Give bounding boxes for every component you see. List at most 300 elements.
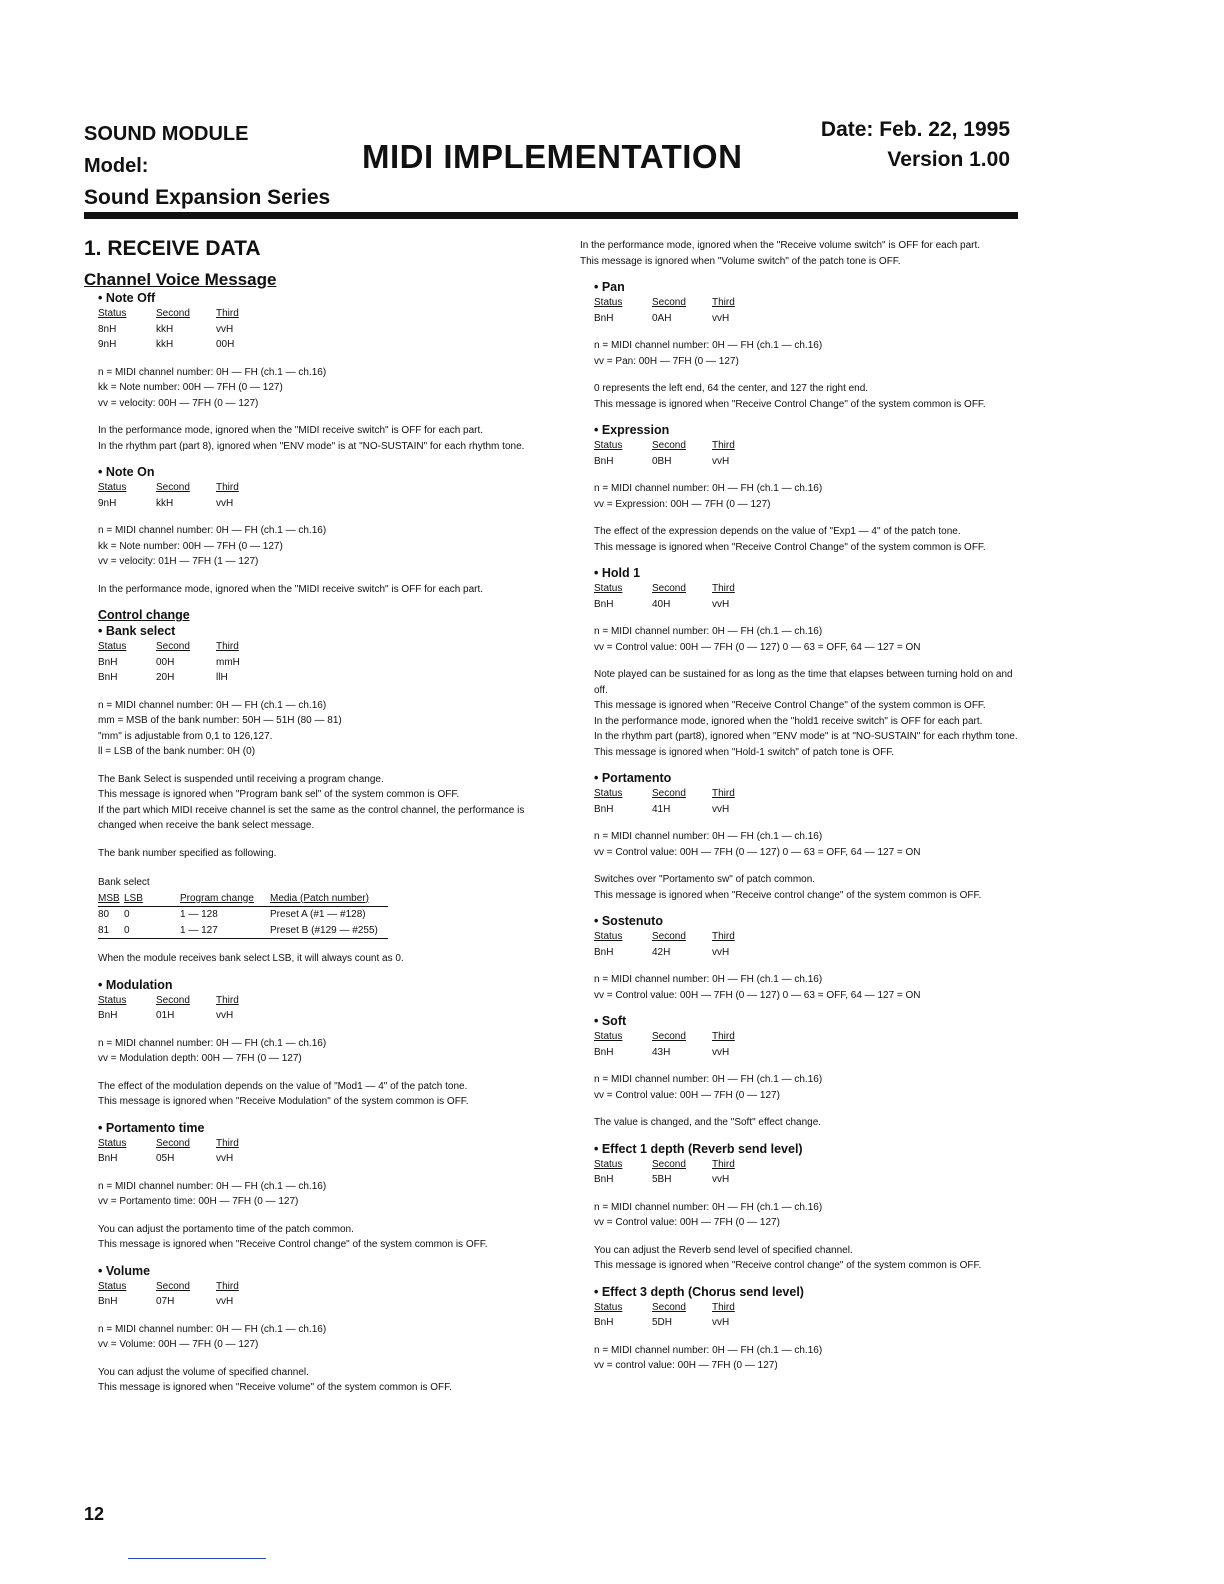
message-block	[580, 1284, 1020, 1374]
header-status: Status	[98, 1137, 127, 1149]
table-cell: vvH	[216, 1153, 234, 1164]
header-second: Second	[652, 1031, 686, 1042]
note-line: This message is ignored when "Hold-1 switch" of patch tone is OFF.	[594, 746, 895, 758]
definition-line: n = MIDI channel number: 0H — FH (ch.1 — ch.16)	[594, 831, 823, 842]
header-second: Second	[156, 1137, 190, 1149]
definition-line: vv = velocity: 00H — 7FH (0 — 127)	[98, 397, 259, 409]
table-cell: 8nH	[98, 323, 117, 335]
message-title: • Volume	[98, 1263, 151, 1278]
table-header-cell	[98, 1279, 156, 1295]
message-title: • Effect 1 depth (Reverb send level)	[594, 1141, 803, 1156]
definitions	[98, 1036, 554, 1067]
bank-header-row	[98, 891, 388, 908]
message-title: • Sostenuto	[594, 914, 663, 928]
table-header-cell	[156, 1136, 216, 1152]
header-second: Second	[156, 641, 190, 652]
message-title: • Bank select	[98, 624, 176, 638]
header-status: Status	[594, 931, 623, 942]
definitions	[98, 1322, 554, 1353]
note-line: The effect of the modulation depends on the value of "Mod1 — 4" of the patch tone.	[98, 1080, 468, 1092]
table-cell: vvH	[216, 1010, 234, 1021]
message-block	[580, 913, 1020, 1003]
definitions	[594, 829, 1020, 860]
table-row	[98, 670, 554, 686]
note-line: In the performance mode, ignored when the "hold1 receive switch" is OFF for each part.	[594, 715, 983, 727]
table-header-row	[594, 438, 1020, 454]
header-second: Second	[156, 308, 190, 319]
bank-cell: 80	[98, 909, 110, 920]
note-line: In the rhythm part (part 8), ignored when "ENV mode" is at "NO-SUSTAIN" for each rhythm tone.	[98, 440, 525, 452]
table-header-row	[594, 1029, 1020, 1045]
table-cell: vvH	[712, 803, 730, 815]
table-cell: BnH	[594, 312, 614, 324]
header-second: Second	[156, 482, 190, 493]
table-header-cell	[98, 1136, 156, 1152]
note-line: Switches over "Portamento sw" of patch common.	[594, 874, 816, 885]
table-header-row	[98, 639, 554, 655]
table-cell: 05H	[156, 1153, 175, 1164]
table-row	[594, 1172, 1020, 1188]
definitions	[594, 972, 1020, 1003]
table-cell: BnH	[594, 598, 614, 610]
bank-header-text: LSB	[124, 892, 143, 904]
status-table	[98, 306, 554, 353]
table-header-cell	[712, 786, 772, 802]
bank-header-text: MSB	[98, 892, 120, 904]
definition-line: n = MIDI channel number: 0H — FH (ch.1 — ch.16)	[594, 974, 823, 985]
header-third: Third	[216, 308, 239, 319]
table-header-cell	[594, 581, 652, 597]
header-left	[84, 118, 330, 214]
bank-cell: 0	[124, 924, 130, 936]
table-cell: vvH	[712, 946, 730, 958]
status-table	[98, 1136, 554, 1167]
table-cell: kkH	[156, 323, 174, 335]
status-table	[594, 1029, 1020, 1060]
table-header-row	[98, 306, 554, 322]
table-header-row	[98, 480, 554, 496]
table-cell: 9nH	[98, 339, 117, 350]
definition-line: n = MIDI channel number: 0H — FH (ch.1 — ch.16)	[98, 1037, 327, 1049]
definition-line: vv = control value: 00H — 7FH (0 — 127)	[594, 1360, 778, 1371]
definition-line: ll = LSB of the bank number: 0H (0)	[98, 746, 256, 757]
table-cell: kkH	[156, 497, 174, 509]
table-header-row	[594, 929, 1020, 945]
table-header-row	[594, 786, 1020, 802]
table-row	[98, 337, 554, 353]
volume-continued	[580, 238, 1020, 269]
document-version: Version 1.00	[887, 148, 1010, 171]
table-cell: vvH	[712, 598, 730, 610]
note-line: In the performance mode, ignored when the "MIDI receive switch" is OFF for each part.	[98, 583, 484, 595]
message-title: • Note On	[98, 465, 155, 479]
document-date: Date: Feb. 22, 1995	[820, 118, 1010, 141]
table-cell: vvH	[216, 1296, 234, 1307]
table-cell: BnH	[98, 1153, 118, 1164]
message-block	[84, 1120, 554, 1253]
bank-cell: 81	[98, 924, 110, 936]
notes	[594, 381, 1020, 412]
message-title: • Modulation	[98, 977, 173, 992]
bank-header-text: Media (Patch number)	[270, 892, 369, 904]
table-header-cell	[652, 438, 712, 454]
bank-header-cell	[180, 891, 270, 907]
table-cell: 40H	[652, 598, 671, 610]
message-title: • Pan	[594, 280, 625, 294]
message-title: • Soft	[594, 1014, 627, 1028]
table-header-row	[98, 1279, 554, 1295]
status-table	[594, 295, 1020, 326]
bank-header-text: Program change	[180, 892, 254, 904]
table-cell: BnH	[594, 1046, 614, 1058]
table-header-cell	[156, 480, 216, 496]
table-cell: BnH	[594, 803, 614, 815]
document-title: MIDI IMPLEMENTATION	[362, 138, 743, 175]
header-status: Status	[594, 583, 623, 594]
definition-line: vv = Control value: 00H — 7FH (0 — 127) 0 — 63 = OFF, 64 — 127 = ON	[594, 989, 921, 1001]
table-cell: BnH	[98, 1010, 118, 1021]
table-header-row	[594, 1300, 1020, 1316]
header-third: Third	[216, 641, 239, 652]
notes	[594, 524, 1020, 555]
table-cell: 0BH	[652, 455, 672, 467]
table-row	[594, 454, 1020, 470]
header-status: Status	[594, 297, 623, 308]
note-line: This message is ignored when "Volume switch" of the patch tone is OFF.	[580, 255, 901, 267]
table-cell: mmH	[216, 656, 240, 668]
definition-line: vv = Portamento time: 00H — 7FH (0 — 127)	[98, 1196, 299, 1207]
table-header-cell	[156, 306, 216, 322]
message-block	[580, 422, 1020, 555]
header-second: Second	[652, 1301, 686, 1313]
subsection-title: Channel Voice Message	[84, 270, 277, 289]
notes	[98, 1365, 554, 1396]
header-status: Status	[594, 1158, 623, 1170]
table-row	[98, 655, 554, 671]
header-status: Status	[98, 482, 127, 493]
header-right	[821, 115, 1010, 175]
status-table	[594, 581, 1020, 612]
header-third: Third	[216, 1137, 239, 1149]
message-title: • Portamento	[594, 771, 672, 785]
header-status: Status	[594, 440, 623, 451]
note-line: In the performance mode, ignored when the "MIDI receive switch" is OFF for each part.	[98, 425, 484, 436]
table-cell: 42H	[652, 946, 671, 958]
note-line: The value is changed, and the "Soft" effect change.	[594, 1117, 822, 1128]
status-table	[98, 639, 554, 686]
bank-select-table	[98, 875, 388, 939]
definitions	[594, 481, 1020, 512]
definition-line: n = MIDI channel number: 0H — FH (ch.1 — ch.16)	[98, 366, 327, 378]
definition-line: kk = Note number: 00H — 7FH (0 — 127)	[98, 540, 283, 552]
table-header-cell	[98, 993, 156, 1009]
header-second: Second	[156, 1280, 190, 1292]
definition-line: n = MIDI channel number: 0H — FH (ch.1 — ch.16)	[98, 1323, 327, 1335]
note-line: This message is ignored when "Receive Control Change" of the system common is OFF.	[594, 541, 986, 553]
status-table	[594, 1157, 1020, 1188]
table-header-cell	[594, 1029, 652, 1045]
notes	[98, 772, 554, 834]
header-third: Third	[712, 931, 735, 942]
table-cell: 00H	[156, 656, 175, 668]
table-header-cell	[594, 1157, 652, 1173]
table-cell: BnH	[594, 946, 614, 958]
definition-line: n = MIDI channel number: 0H — FH (ch.1 — ch.16)	[594, 1074, 823, 1085]
message-block	[84, 464, 554, 597]
message-block	[580, 770, 1020, 903]
note-line: This message is ignored when "Receive control change" of the system common is OFF.	[594, 889, 982, 901]
message-block	[580, 1013, 1020, 1131]
table-header-cell	[712, 1300, 772, 1316]
note-line: This message is ignored when "Receive Modulation" of the system common is OFF.	[98, 1096, 469, 1107]
header-third: Third	[712, 1301, 735, 1313]
table-header-cell	[712, 1029, 772, 1045]
header-status: Status	[98, 308, 127, 319]
status-table	[594, 929, 1020, 960]
table-header-cell	[712, 295, 772, 311]
section-title: 1. RECEIVE DATA	[84, 237, 261, 260]
status-table	[594, 1300, 1020, 1331]
table-row	[594, 802, 1020, 818]
definitions	[594, 1072, 1020, 1103]
table-cell: kkH	[156, 339, 174, 350]
note-line: In the performance mode, ignored when the "Receive volume switch" is OFF for each part.	[580, 240, 981, 251]
note-line: You can adjust the portamento time of the patch common.	[98, 1223, 354, 1235]
status-table	[594, 786, 1020, 817]
table-header-row	[594, 581, 1020, 597]
notes	[594, 872, 1020, 903]
note-line: The effect of the expression depends on the value of "Exp1 — 4" of the patch tone.	[594, 526, 961, 537]
header-status: Status	[98, 1280, 127, 1292]
definition-line: vv = velocity: 01H — 7FH (1 — 127)	[98, 556, 259, 567]
message-block	[84, 290, 554, 454]
notes	[594, 1115, 1020, 1131]
message-block	[580, 1141, 1020, 1274]
table-header-cell	[712, 929, 772, 945]
bank-cell: Preset A (#1 — #128)	[270, 909, 366, 920]
status-table	[98, 993, 554, 1024]
note-line: This message is ignored when "Receive Control Change" of the system common is OFF.	[594, 700, 986, 711]
table-header-cell	[98, 639, 156, 655]
table-cell: 5DH	[652, 1317, 673, 1328]
definition-line: n = MIDI channel number: 0H — FH (ch.1 — ch.16)	[594, 483, 823, 494]
table-cell: BnH	[98, 1296, 118, 1307]
header-third: Third	[712, 583, 735, 594]
header-third: Third	[216, 482, 239, 493]
footer-rule	[128, 1558, 266, 1559]
note-line: In the rhythm part (part8), ignored when "ENV mode" is at "NO-SUSTAIN" for each rhythm tone.	[594, 731, 1018, 742]
series-name: Sound Expansion Series	[84, 186, 331, 209]
message-block	[580, 279, 1020, 412]
table-header-row	[594, 295, 1020, 311]
table-cell: 5BH	[652, 1174, 672, 1185]
definitions	[594, 1200, 1020, 1231]
table-header-cell	[652, 295, 712, 311]
note-line: You can adjust the Reverb send level of specified channel.	[594, 1244, 853, 1256]
header-status: Status	[98, 994, 127, 1006]
bank-table-label: Bank select	[98, 877, 150, 888]
bank-after-text: When the module receives bank select LSB, it will always count as 0.	[98, 953, 404, 964]
table-header-cell	[594, 786, 652, 802]
table-row	[98, 496, 554, 512]
table-cell: 01H	[156, 1010, 175, 1021]
message-block	[84, 1263, 554, 1396]
bank-cell: 0	[124, 909, 130, 920]
note-line: If the part which MIDI receive channel is set the same as the control channel, the performance is changed when receive the bank select message.	[98, 804, 525, 831]
table-row	[594, 1045, 1020, 1061]
definitions	[98, 698, 554, 760]
table-header-cell	[652, 929, 712, 945]
status-table	[594, 438, 1020, 469]
header-third: Third	[216, 1280, 239, 1292]
table-cell: BnH	[98, 656, 118, 668]
header-second: Second	[652, 788, 686, 799]
bank-header-cell	[124, 891, 180, 907]
definition-line: mm = MSB of the bank number: 50H — 51H (80 — 81)	[98, 715, 342, 726]
table-cell: 0AH	[652, 312, 672, 324]
definition-line: n = MIDI channel number: 0H — FH (ch.1 — ch.16)	[98, 699, 327, 711]
table-cell: 43H	[652, 1046, 671, 1058]
definition-line: kk = Note number: 00H — 7FH (0 — 127)	[98, 382, 283, 393]
table-header-row	[98, 1136, 554, 1152]
notes	[98, 1222, 554, 1253]
message-block	[84, 977, 554, 1110]
table-row	[594, 311, 1020, 327]
notes	[594, 667, 1020, 760]
table-cell: vvH	[712, 455, 730, 467]
header-second: Second	[652, 931, 686, 942]
table-cell: llH	[216, 672, 228, 683]
right-column	[580, 238, 1020, 1384]
table-header-cell	[652, 1300, 712, 1316]
header-third: Third	[712, 297, 735, 308]
definition-line: n = MIDI channel number: 0H — FH (ch.1 — ch.16)	[98, 525, 327, 536]
table-header-cell	[594, 438, 652, 454]
definition-line: "mm" is adjustable from 0,1 to 126,127.	[98, 730, 273, 742]
table-cell: BnH	[594, 455, 614, 467]
header-status: Status	[98, 641, 127, 652]
table-row	[98, 1294, 554, 1310]
table-row	[594, 945, 1020, 961]
table-header-cell	[652, 1157, 712, 1173]
definitions	[98, 523, 554, 570]
header-third: Third	[712, 1031, 735, 1042]
table-row	[98, 1008, 554, 1024]
message-block	[84, 623, 554, 967]
table-header-cell	[216, 1136, 276, 1152]
table-header-cell	[98, 480, 156, 496]
table-header-row	[98, 993, 554, 1009]
definition-line: vv = Modulation depth: 00H — 7FH (0 — 127)	[98, 1053, 302, 1064]
definition-line: vv = Expression: 00H — 7FH (0 — 127)	[594, 498, 771, 510]
table-row	[98, 322, 554, 338]
definitions	[98, 1179, 554, 1210]
status-table	[98, 480, 554, 511]
table-header-cell	[216, 993, 276, 1009]
message-title: • Hold 1	[594, 566, 641, 580]
definitions	[98, 365, 554, 412]
table-header-cell	[712, 581, 772, 597]
definitions	[594, 624, 1020, 655]
table-cell: vvH	[712, 1174, 730, 1185]
table-header-cell	[156, 993, 216, 1009]
table-cell: vvH	[216, 323, 234, 335]
note-line: 0 represents the left end, 64 the center, and 127 the right end.	[594, 383, 869, 394]
message-block	[580, 565, 1020, 760]
message-title: • Expression	[594, 423, 670, 437]
definition-line: vv = Control value: 00H — 7FH (0 — 127) 0 — 63 = OFF, 64 — 127 = ON	[594, 641, 921, 653]
note-line: This message is ignored when "Receive volume" of the system common is OFF.	[98, 1382, 452, 1393]
bank-row	[98, 923, 388, 940]
bank-row	[98, 907, 388, 923]
table-header-cell	[216, 306, 276, 322]
table-header-cell	[216, 480, 276, 496]
table-cell: vvH	[712, 1046, 730, 1058]
table-header-cell	[216, 639, 276, 655]
definition-line: n = MIDI channel number: 0H — FH (ch.1 — ch.16)	[98, 1180, 327, 1192]
header-status: Status	[594, 788, 623, 799]
table-header-cell	[652, 786, 712, 802]
left-column	[84, 236, 554, 1406]
table-cell: vvH	[216, 497, 234, 509]
table-cell: 20H	[156, 672, 175, 683]
table-header-cell	[594, 295, 652, 311]
table-header-cell	[652, 581, 712, 597]
table-cell: 9nH	[98, 497, 117, 509]
table-cell: vvH	[712, 1317, 730, 1328]
table-header-cell	[594, 929, 652, 945]
table-cell: BnH	[594, 1317, 614, 1328]
table-row	[594, 1315, 1020, 1331]
message-title: • Effect 3 depth (Chorus send level)	[594, 1284, 804, 1299]
message-title: • Portamento time	[98, 1120, 205, 1135]
bank-cell: Preset B (#129 — #255)	[270, 924, 378, 936]
table-cell: vvH	[712, 312, 730, 324]
table-cell: BnH	[594, 1174, 614, 1185]
header-third: Third	[712, 1158, 735, 1170]
table-cell: 00H	[216, 339, 235, 350]
table-header-cell	[98, 306, 156, 322]
notes	[594, 1243, 1020, 1274]
control-change-title: Control change	[98, 608, 190, 622]
header-third: Third	[216, 994, 239, 1006]
definitions	[594, 1343, 1020, 1374]
status-table	[98, 1279, 554, 1310]
page-number: 12	[84, 1504, 105, 1524]
definition-line: vv = Control value: 00H — 7FH (0 — 127) 0 — 63 = OFF, 64 — 127 = ON	[594, 846, 921, 858]
table-row	[594, 597, 1020, 613]
product-category: SOUND MODULE	[84, 123, 249, 145]
bank-header-cell	[270, 891, 388, 907]
table-header-cell	[594, 1300, 652, 1316]
notes	[98, 1079, 554, 1110]
table-row	[98, 1151, 554, 1167]
note-line: Note played can be sustained for as long as the time that elapses between turning hold on and off.	[594, 669, 1013, 696]
definitions	[594, 338, 1020, 369]
definition-line: n = MIDI channel number: 0H — FH (ch.1 — ch.16)	[594, 626, 823, 637]
bank-cell: 1 — 128	[180, 909, 218, 920]
note-line: This message is ignored when "Receive Control Change" of the system common is OFF.	[594, 398, 986, 410]
definition-line: n = MIDI channel number: 0H — FH (ch.1 — ch.16)	[594, 1201, 823, 1213]
table-cell: BnH	[98, 672, 118, 683]
definition-line: vv = Control value: 00H — 7FH (0 — 127)	[594, 1217, 780, 1228]
header-rule	[84, 212, 1018, 219]
model-label: Model:	[84, 155, 149, 177]
note-line: This message is ignored when "Receive Control change" of the system common is OFF.	[98, 1239, 488, 1250]
table-header-cell	[712, 1157, 772, 1173]
note-line: The Bank Select is suspended until receiving a program change.	[98, 773, 384, 785]
header-second: Second	[652, 440, 686, 451]
